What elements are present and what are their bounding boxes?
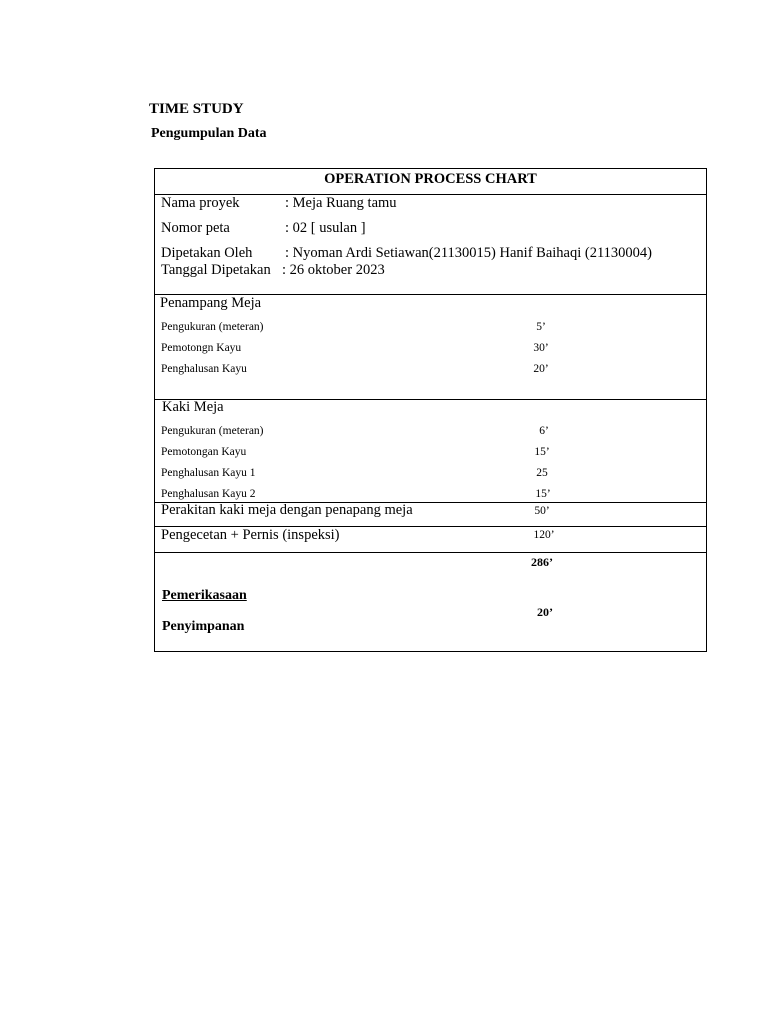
mapped-date-value: : 26 oktober 2023 xyxy=(282,262,385,278)
step-time: 5’ xyxy=(536,321,546,333)
assembly-step-name: Perakitan kaki meja dengan penapang meja xyxy=(161,502,413,518)
step-time: 20’ xyxy=(533,363,549,375)
mapped-by-label: Dipetakan Oleh xyxy=(161,245,253,261)
divider xyxy=(155,399,706,400)
step-time: 25 xyxy=(536,467,548,479)
step-name: Penghalusan Kayu 1 xyxy=(161,467,256,479)
finishing-step-name: Pengecetan + Pernis (inspeksi) xyxy=(161,527,340,543)
step-time: 6’ xyxy=(539,425,549,437)
divider xyxy=(155,552,706,553)
map-number-label: Nomor peta xyxy=(161,220,230,236)
inspection-time: 20’ xyxy=(537,605,553,619)
mapped-by-value: : Nyoman Ardi Setiawan(21130015) Hanif Baihaqi (21130004) xyxy=(285,245,652,261)
project-name-value: : Meja Ruang tamu xyxy=(285,195,397,211)
step-name: Pemotongn Kayu xyxy=(161,342,242,354)
step-name: Penghalusan Kayu 2 xyxy=(161,488,256,500)
step-time: 15’ xyxy=(535,488,551,500)
section-title-kaki-meja: Kaki Meja xyxy=(162,399,224,415)
step-time: 15’ xyxy=(534,446,550,458)
finishing-step-time: 120’ xyxy=(533,529,555,541)
map-number-value: : 02 [ usulan ] xyxy=(285,220,366,236)
mapped-date-label: Tanggal Dipetakan xyxy=(161,262,271,278)
operation-process-chart-table xyxy=(154,168,707,652)
step-name: Penghalusan Kayu xyxy=(161,363,247,375)
step-time: 30’ xyxy=(533,342,549,354)
step-name: Pemotongan Kayu xyxy=(161,446,247,458)
storage-label: Penyimpanan xyxy=(162,619,245,634)
assembly-step-time: 50’ xyxy=(534,505,550,517)
project-name-label: Nama proyek xyxy=(161,195,240,211)
section-title-penampang-meja: Penampang Meja xyxy=(160,295,262,311)
chart-title: OPERATION PROCESS CHART xyxy=(324,171,537,187)
step-name: Pengukuran (meteran) xyxy=(161,321,264,333)
total-time: 286’ xyxy=(531,555,553,569)
inspection-label: Pemerikasaan xyxy=(162,588,247,603)
document-subtitle: Pengumpulan Data xyxy=(151,126,267,141)
step-name: Pengukuran (meteran) xyxy=(161,425,264,437)
document-title: TIME STUDY xyxy=(149,101,244,117)
